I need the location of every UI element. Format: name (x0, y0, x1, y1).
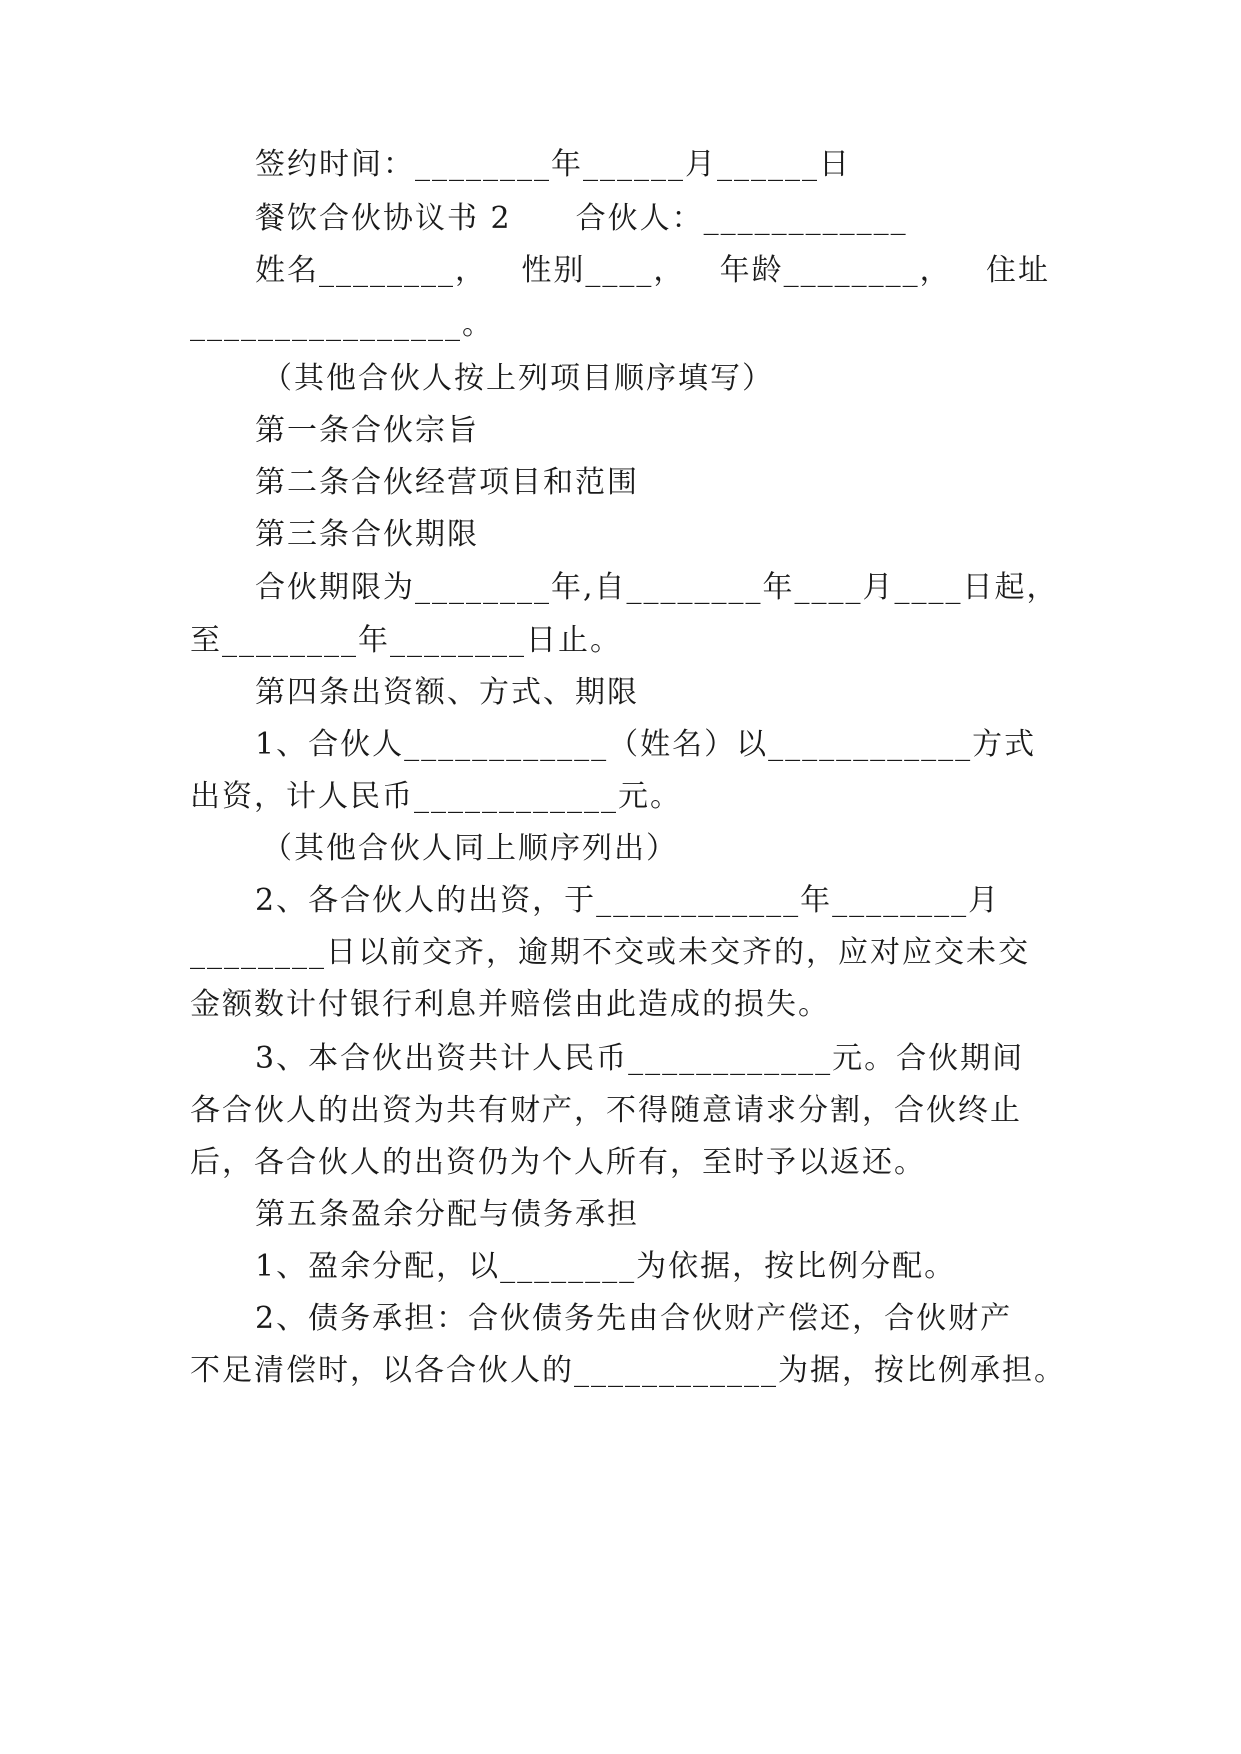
article-2-heading: 第二条合伙经营项目和范围 (255, 465, 639, 500)
profit-distribution-line: 1、盈余分配，以________为依据，按比例分配。 (255, 1249, 957, 1284)
other-partners-order-note: （其他合伙人同上顺序列出） (262, 831, 678, 866)
contribution-3-line-2: 各合伙人的出资为共有财产，不得随意请求分割，合伙终止 (190, 1093, 1022, 1128)
contribution-3-line-3: 后，各合伙人的出资仍为个人所有，至时予以返还。 (190, 1145, 926, 1180)
age-field: 年龄________， (719, 253, 952, 288)
article-4-heading: 第四条出资额、方式、期限 (255, 675, 639, 710)
partner-info-line (255, 248, 1050, 294)
term-text: 合伙期限为________年,自________年____月____日起， (255, 570, 1059, 605)
agreement-title-partner-line: 餐饮合伙协议书 2 合伙人：____________ (255, 201, 908, 236)
article-3-heading: 第三条合伙期限 (255, 517, 479, 552)
contribution-2-line-2: ________日以前交齐，逾期不交或未交齐的，应对应交未交 (190, 935, 1030, 970)
article-5-heading: 第五条盈余分配与债务承担 (255, 1197, 639, 1232)
contribution-2-text: 2、各合伙人的出资，于____________年________月 (255, 883, 1001, 918)
term-line-1 (255, 565, 1059, 611)
debt-line-2: 不足清偿时，以各合伙人的____________为据，按比例承担。 (190, 1353, 1066, 1388)
contribution-2-line-3: 金额数计付银行利息并赔偿由此造成的损失。 (190, 987, 830, 1022)
contribution-1-text: 1、合伙人____________（姓名）以____________方式 (255, 727, 1037, 762)
address-blank-line: ________________。 (190, 307, 494, 342)
other-partners-note: （其他合伙人按上列项目顺序填写） (262, 361, 774, 396)
contribution-1-line-1 (255, 722, 1050, 768)
contribution-2-line-1 (255, 878, 1050, 924)
signing-date-line: 签约时间：________年______月______日 (255, 147, 851, 182)
article-1-heading: 第一条合伙宗旨 (255, 413, 479, 448)
debt-line-1: 2、债务承担：合伙债务先由合伙财产偿还，合伙财产 (255, 1301, 1013, 1336)
contribution-3-line-1: 3、本合伙出资共计人民币____________元。合伙期间 (255, 1041, 1025, 1076)
address-label: 住址 (985, 253, 1050, 288)
name-field: 姓名________， (255, 253, 487, 288)
contribution-1-line-2: 出资，计人民币____________元。 (190, 779, 682, 814)
gender-field: 性别____， (521, 253, 686, 288)
term-line-2: 至________年________日止。 (190, 623, 622, 658)
